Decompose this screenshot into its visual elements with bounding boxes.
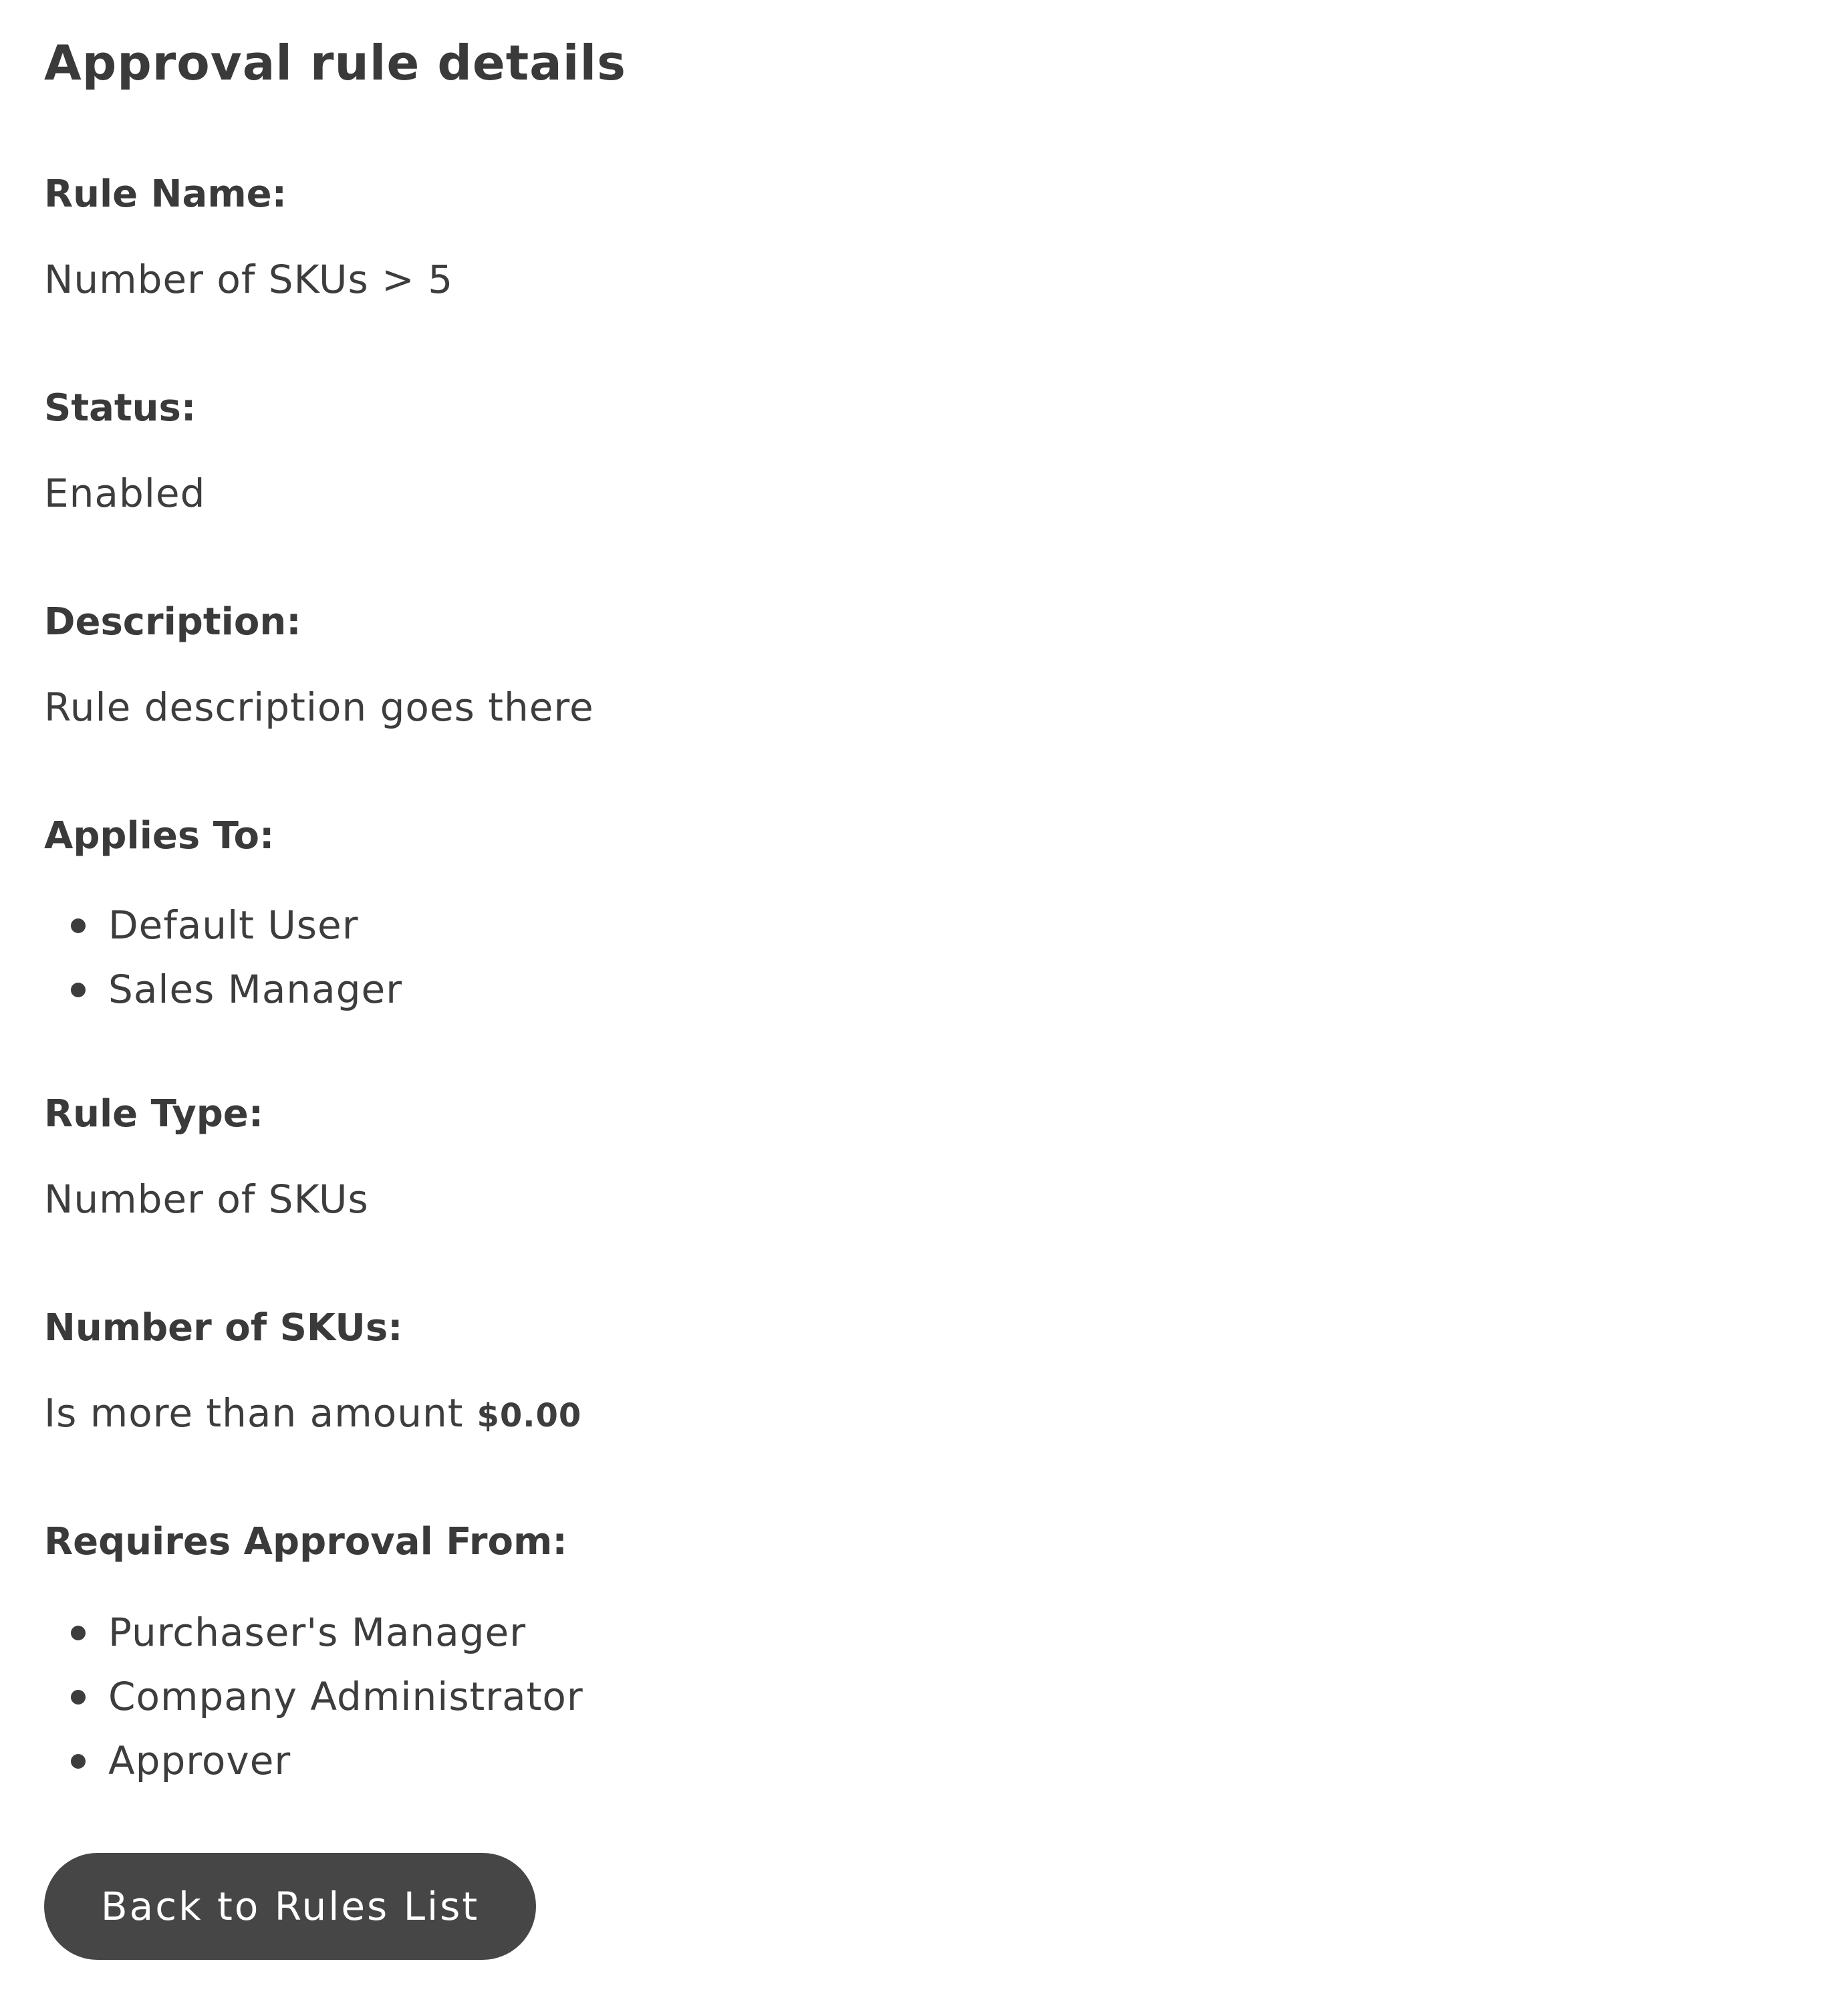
- list-item: Purchaser's Manager: [44, 1600, 583, 1664]
- description-label: Description:: [44, 600, 301, 644]
- requires-approval-label: Requires Approval From:: [44, 1520, 567, 1563]
- bullet-icon: [71, 1626, 86, 1640]
- back-to-rules-list-button[interactable]: Back to Rules List: [44, 1853, 536, 1960]
- bullet-icon: [71, 983, 86, 997]
- rule-type-label: Rule Type:: [44, 1092, 264, 1136]
- list-item: Sales Manager: [44, 957, 402, 1021]
- amount-value: $0.00: [477, 1397, 582, 1434]
- list-item: Approver: [44, 1729, 583, 1793]
- bullet-icon: [71, 1754, 86, 1769]
- list-item: Default User: [44, 893, 402, 957]
- condition-text: Is more than amount: [44, 1390, 464, 1436]
- rule-name-label: Rule Name:: [44, 172, 287, 216]
- bullet-icon: [71, 918, 86, 933]
- number-of-skus-label: Number of SKUs:: [44, 1306, 403, 1350]
- bullet-icon: [71, 1690, 86, 1705]
- applies-to-list: [44, 893, 402, 1021]
- status-value: Enabled: [44, 471, 206, 516]
- rule-name-value: Number of SKUs > 5: [44, 257, 454, 302]
- applies-to-label: Applies To:: [44, 814, 275, 858]
- rule-type-value: Number of SKUs: [44, 1176, 369, 1222]
- number-of-skus-value: [44, 1390, 581, 1436]
- description-value: Rule description goes there: [44, 684, 594, 730]
- status-label: Status:: [44, 386, 196, 430]
- page-title: Approval rule details: [44, 35, 626, 91]
- approvers-list: [44, 1600, 583, 1793]
- list-item: Company Administrator: [44, 1664, 583, 1729]
